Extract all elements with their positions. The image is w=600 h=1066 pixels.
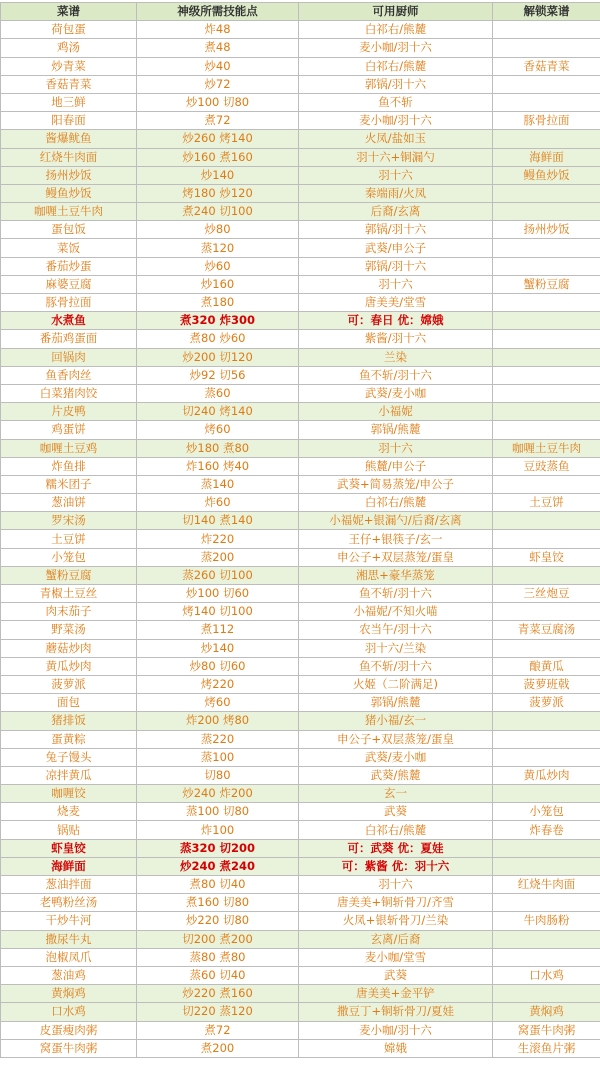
chefs-cell: 麦小咖/堂雪	[299, 948, 493, 966]
skill-points-cell: 炸60	[137, 494, 299, 512]
recipe-name-cell: 鳗鱼炒饭	[1, 184, 137, 202]
table-row	[1, 694, 600, 712]
unlock-recipe-cell: 豆豉蒸鱼	[493, 457, 600, 475]
unlock-recipe-cell: 虾皇饺	[493, 548, 600, 566]
recipe-name-cell: 炒青菜	[1, 57, 137, 75]
chefs-cell: 后裔/玄离	[299, 203, 493, 221]
chefs-cell: 麦小咖/羽十六	[299, 39, 493, 57]
skill-points-cell: 煮200	[137, 1039, 299, 1057]
chefs-cell: 秦端雨/火凤	[299, 184, 493, 202]
unlock-recipe-cell	[493, 948, 600, 966]
recipe-name-cell: 罗宋汤	[1, 512, 137, 530]
recipe-name-cell: 青椒土豆丝	[1, 585, 137, 603]
chefs-cell: 农当午/羽十六	[299, 621, 493, 639]
unlock-recipe-cell	[493, 530, 600, 548]
unlock-recipe-cell	[493, 257, 600, 275]
table-row	[1, 348, 600, 366]
table-row	[1, 821, 600, 839]
unlock-recipe-cell: 黄焖鸡	[493, 1003, 600, 1021]
skill-points-cell: 炸160 烤40	[137, 457, 299, 475]
recipe-name-cell: 鱼香肉丝	[1, 366, 137, 384]
table-row	[1, 985, 600, 1003]
table-row	[1, 1021, 600, 1039]
recipe-name-cell: 咖喱土豆鸡	[1, 439, 137, 457]
chefs-cell: 武葵/麦小咖	[299, 384, 493, 402]
skill-points-cell: 炸100	[137, 821, 299, 839]
skill-points-cell: 烤60	[137, 421, 299, 439]
recipe-table	[0, 2, 600, 1058]
recipe-name-cell: 白菜猪肉饺	[1, 384, 137, 402]
recipe-name-cell: 鸡蛋饼	[1, 421, 137, 439]
table-row	[1, 366, 600, 384]
table-row	[1, 148, 600, 166]
recipe-name-cell: 蛋黄粽	[1, 730, 137, 748]
chefs-cell: 可：紫酱 优：羽十六	[299, 857, 493, 875]
skill-points-cell: 蒸320 切200	[137, 839, 299, 857]
chefs-cell: 武葵/申公子	[299, 239, 493, 257]
unlock-recipe-cell	[493, 39, 600, 57]
recipe-name-cell: 片皮鸭	[1, 403, 137, 421]
unlock-recipe-cell	[493, 785, 600, 803]
skill-points-cell: 炒260 烤140	[137, 130, 299, 148]
unlock-recipe-cell: 牛肉肠粉	[493, 912, 600, 930]
chefs-cell: 羽十六+铜漏勺	[299, 148, 493, 166]
recipe-name-cell: 土豆饼	[1, 530, 137, 548]
table-row	[1, 57, 600, 75]
skill-points-cell: 炒140	[137, 166, 299, 184]
recipe-name-cell: 葱油拌面	[1, 876, 137, 894]
unlock-recipe-cell	[493, 475, 600, 493]
table-row	[1, 384, 600, 402]
skill-points-cell: 蒸60	[137, 384, 299, 402]
chefs-cell: 武葵	[299, 966, 493, 984]
table-row	[1, 221, 600, 239]
skill-points-cell: 烤60	[137, 694, 299, 712]
table-row	[1, 1003, 600, 1021]
recipe-name-cell: 猪排饭	[1, 712, 137, 730]
table-row	[1, 712, 600, 730]
chefs-cell: 王仔+银筷子/玄一	[299, 530, 493, 548]
skill-points-cell: 炒72	[137, 75, 299, 93]
table-row	[1, 930, 600, 948]
chefs-cell: 白祁右/熊麓	[299, 57, 493, 75]
table-row	[1, 166, 600, 184]
table-row	[1, 312, 600, 330]
unlock-recipe-cell	[493, 894, 600, 912]
recipe-name-cell: 扬州炒饭	[1, 166, 137, 184]
chefs-cell: 玄离/后裔	[299, 930, 493, 948]
chefs-cell: 唐美美/堂雪	[299, 294, 493, 312]
table-row	[1, 75, 600, 93]
table-row	[1, 330, 600, 348]
table-row	[1, 457, 600, 475]
skill-points-cell: 炸200 烤80	[137, 712, 299, 730]
unlock-recipe-cell: 三丝炮豆	[493, 585, 600, 603]
chefs-cell: 麦小咖/羽十六	[299, 112, 493, 130]
chefs-cell: 武葵/麦小咖	[299, 748, 493, 766]
recipe-name-cell: 野菜汤	[1, 621, 137, 639]
recipe-name-cell: 菠萝派	[1, 675, 137, 693]
recipe-name-cell: 水煮鱼	[1, 312, 137, 330]
skill-points-cell: 炒220 切80	[137, 912, 299, 930]
unlock-recipe-cell: 菠萝班戟	[493, 675, 600, 693]
unlock-recipe-cell	[493, 603, 600, 621]
skill-points-cell: 煮112	[137, 621, 299, 639]
recipe-name-cell: 葱油鸡	[1, 966, 137, 984]
header-recipe: 菜谱	[1, 3, 137, 21]
recipe-name-cell: 锅贴	[1, 821, 137, 839]
chefs-cell: 羽十六	[299, 166, 493, 184]
unlock-recipe-cell	[493, 985, 600, 1003]
chefs-cell: 撒豆丁+铜斩骨刀/夏娃	[299, 1003, 493, 1021]
skill-points-cell: 蒸260 切100	[137, 566, 299, 584]
recipe-name-cell: 窝蛋牛肉粥	[1, 1039, 137, 1057]
skill-points-cell: 切220 蒸120	[137, 1003, 299, 1021]
skill-points-cell: 炒240 煮240	[137, 857, 299, 875]
skill-points-cell: 蒸200	[137, 548, 299, 566]
chefs-cell: 羽十六/兰染	[299, 639, 493, 657]
chefs-cell: 羽十六	[299, 439, 493, 457]
chefs-cell: 火姬（二阶满足)	[299, 675, 493, 693]
table-row	[1, 657, 600, 675]
unlock-recipe-cell: 蟹粉豆腐	[493, 275, 600, 293]
table-row	[1, 39, 600, 57]
unlock-recipe-cell	[493, 312, 600, 330]
skill-points-cell: 切80	[137, 766, 299, 784]
table-row	[1, 1039, 600, 1057]
unlock-recipe-cell: 口水鸡	[493, 966, 600, 984]
table-row	[1, 585, 600, 603]
table-row	[1, 566, 600, 584]
recipe-name-cell: 番茄鸡蛋面	[1, 330, 137, 348]
table-row	[1, 403, 600, 421]
recipe-name-cell: 葱油饼	[1, 494, 137, 512]
skill-points-cell: 炒92 切56	[137, 366, 299, 384]
header-row	[1, 3, 600, 21]
skill-points-cell: 烤220	[137, 675, 299, 693]
recipe-name-cell: 干炒牛河	[1, 912, 137, 930]
table-row	[1, 603, 600, 621]
recipe-name-cell: 鸡汤	[1, 39, 137, 57]
unlock-recipe-cell	[493, 330, 600, 348]
chefs-cell: 湘思+豪华蒸笼	[299, 566, 493, 584]
table-row	[1, 475, 600, 493]
unlock-recipe-cell: 青菜豆腐汤	[493, 621, 600, 639]
skill-points-cell: 煮320 炸300	[137, 312, 299, 330]
recipe-name-cell: 地三鲜	[1, 93, 137, 111]
table-row	[1, 239, 600, 257]
recipe-name-cell: 海鲜面	[1, 857, 137, 875]
recipe-name-cell: 撒尿牛丸	[1, 930, 137, 948]
unlock-recipe-cell	[493, 384, 600, 402]
table-row	[1, 912, 600, 930]
skill-points-cell: 炒80	[137, 221, 299, 239]
chefs-cell: 火凤/盐如玉	[299, 130, 493, 148]
chefs-cell: 唐美美+铜斩骨刀/齐雪	[299, 894, 493, 912]
table-row	[1, 639, 600, 657]
table-row	[1, 766, 600, 784]
unlock-recipe-cell: 扬州炒饭	[493, 221, 600, 239]
unlock-recipe-cell	[493, 184, 600, 202]
unlock-recipe-cell: 土豆饼	[493, 494, 600, 512]
table-row	[1, 275, 600, 293]
skill-points-cell: 炒240 炸200	[137, 785, 299, 803]
chefs-cell: 郭锅/羽十六	[299, 221, 493, 239]
chefs-cell: 郭锅/熊麓	[299, 694, 493, 712]
table-row	[1, 257, 600, 275]
chefs-cell: 申公子+双层蒸笼/蛋皇	[299, 730, 493, 748]
chefs-cell: 武葵/熊麓	[299, 766, 493, 784]
unlock-recipe-cell: 酿黄瓜	[493, 657, 600, 675]
recipe-name-cell: 面包	[1, 694, 137, 712]
skill-points-cell: 炒160	[137, 275, 299, 293]
skill-points-cell: 炒160 煮160	[137, 148, 299, 166]
skill-points-cell: 蒸220	[137, 730, 299, 748]
recipe-name-cell: 黄瓜炒肉	[1, 657, 137, 675]
recipe-name-cell: 黄焖鸡	[1, 985, 137, 1003]
chefs-cell: 鱼不斩/羽十六	[299, 366, 493, 384]
header-chefs: 可用厨师	[299, 3, 493, 21]
table-row	[1, 294, 600, 312]
recipe-name-cell: 蟹粉豆腐	[1, 566, 137, 584]
recipe-name-cell: 糯米团子	[1, 475, 137, 493]
table-row	[1, 876, 600, 894]
chefs-cell: 武葵	[299, 803, 493, 821]
chefs-cell: 白祁右/熊麓	[299, 494, 493, 512]
recipe-name-cell: 老鸭粉丝汤	[1, 894, 137, 912]
recipe-name-cell: 番茄炒蛋	[1, 257, 137, 275]
table-row	[1, 130, 600, 148]
table-row	[1, 785, 600, 803]
table-row	[1, 494, 600, 512]
skill-points-cell: 炒80 切60	[137, 657, 299, 675]
recipe-name-cell: 泡椒凤爪	[1, 948, 137, 966]
chefs-cell: 鱼不斩/羽十六	[299, 585, 493, 603]
table-row	[1, 857, 600, 875]
recipe-name-cell: 咖喱土豆牛肉	[1, 203, 137, 221]
recipe-name-cell: 凉拌黄瓜	[1, 766, 137, 784]
skill-points-cell: 煮80 炒60	[137, 330, 299, 348]
skill-points-cell: 煮80 切40	[137, 876, 299, 894]
unlock-recipe-cell: 咖喱土豆牛肉	[493, 439, 600, 457]
recipe-name-cell: 肉末茄子	[1, 603, 137, 621]
skill-points-cell: 炒100 切80	[137, 93, 299, 111]
chefs-cell: 郭锅/羽十六	[299, 257, 493, 275]
skill-points-cell: 煮72	[137, 112, 299, 130]
skill-points-cell: 煮180	[137, 294, 299, 312]
chefs-cell: 可：武葵 优：夏娃	[299, 839, 493, 857]
chefs-cell: 熊麓/申公子	[299, 457, 493, 475]
skill-points-cell: 炸48	[137, 21, 299, 39]
unlock-recipe-cell	[493, 21, 600, 39]
recipe-name-cell: 口水鸡	[1, 1003, 137, 1021]
recipe-name-cell: 菜饭	[1, 239, 137, 257]
unlock-recipe-cell	[493, 75, 600, 93]
recipe-name-cell: 酱爆鱿鱼	[1, 130, 137, 148]
unlock-recipe-cell	[493, 512, 600, 530]
recipe-name-cell: 阳春面	[1, 112, 137, 130]
table-row	[1, 621, 600, 639]
skill-points-cell: 煮240 切100	[137, 203, 299, 221]
skill-points-cell: 蒸60 切40	[137, 966, 299, 984]
unlock-recipe-cell: 生滚鱼片粥	[493, 1039, 600, 1057]
unlock-recipe-cell	[493, 130, 600, 148]
unlock-recipe-cell: 小笼包	[493, 803, 600, 821]
recipe-name-cell: 回锅肉	[1, 348, 137, 366]
unlock-recipe-cell: 菠萝派	[493, 694, 600, 712]
table-row	[1, 966, 600, 984]
table-row	[1, 675, 600, 693]
skill-points-cell: 切200 煮200	[137, 930, 299, 948]
unlock-recipe-cell	[493, 730, 600, 748]
chefs-cell: 可：春日 优：嫦娥	[299, 312, 493, 330]
skill-points-cell: 炒100 切60	[137, 585, 299, 603]
unlock-recipe-cell: 鳗鱼炒饭	[493, 166, 600, 184]
unlock-recipe-cell	[493, 403, 600, 421]
recipe-name-cell: 兔子馒头	[1, 748, 137, 766]
skill-points-cell: 蒸140	[137, 475, 299, 493]
skill-points-cell: 蒸100 切80	[137, 803, 299, 821]
skill-points-cell: 炒140	[137, 639, 299, 657]
recipe-name-cell: 荷包蛋	[1, 21, 137, 39]
unlock-recipe-cell	[493, 294, 600, 312]
table-row	[1, 948, 600, 966]
chefs-cell: 郭锅/熊麓	[299, 421, 493, 439]
table-row	[1, 21, 600, 39]
table-row	[1, 421, 600, 439]
skill-points-cell: 蒸120	[137, 239, 299, 257]
recipe-name-cell: 红烧牛肉面	[1, 148, 137, 166]
unlock-recipe-cell	[493, 366, 600, 384]
recipe-name-cell: 豚骨拉面	[1, 294, 137, 312]
recipe-name-cell: 皮蛋瘦肉粥	[1, 1021, 137, 1039]
recipe-name-cell: 烧麦	[1, 803, 137, 821]
recipe-name-cell: 蛋包饭	[1, 221, 137, 239]
skill-points-cell: 蒸80 煮80	[137, 948, 299, 966]
skill-points-cell: 切140 煮140	[137, 512, 299, 530]
skill-points-cell: 蒸100	[137, 748, 299, 766]
table-row	[1, 203, 600, 221]
table-row	[1, 512, 600, 530]
unlock-recipe-cell	[493, 857, 600, 875]
chefs-cell: 白祁右/熊麓	[299, 21, 493, 39]
unlock-recipe-cell	[493, 93, 600, 111]
unlock-recipe-cell	[493, 203, 600, 221]
unlock-recipe-cell	[493, 348, 600, 366]
unlock-recipe-cell	[493, 239, 600, 257]
recipe-name-cell: 虾皇饺	[1, 839, 137, 857]
chefs-cell: 唐美美+金平铲	[299, 985, 493, 1003]
chefs-cell: 羽十六	[299, 275, 493, 293]
recipe-name-cell: 蘑菇炒肉	[1, 639, 137, 657]
skill-points-cell: 煮160 切80	[137, 894, 299, 912]
skill-points-cell: 炒60	[137, 257, 299, 275]
recipe-name-cell: 香菇青菜	[1, 75, 137, 93]
unlock-recipe-cell: 香菇青菜	[493, 57, 600, 75]
chefs-cell: 兰染	[299, 348, 493, 366]
unlock-recipe-cell	[493, 421, 600, 439]
chefs-cell: 玄一	[299, 785, 493, 803]
chefs-cell: 鱼不斩	[299, 93, 493, 111]
chefs-cell: 申公子+双层蒸笼/蛋皇	[299, 548, 493, 566]
table-row	[1, 93, 600, 111]
table-row	[1, 894, 600, 912]
table-row	[1, 839, 600, 857]
unlock-recipe-cell: 窝蛋牛肉粥	[493, 1021, 600, 1039]
table-row	[1, 730, 600, 748]
chefs-cell: 小福妮	[299, 403, 493, 421]
chefs-cell: 紫酱/羽十六	[299, 330, 493, 348]
chefs-cell: 小福妮+银漏勺/后裔/玄离	[299, 512, 493, 530]
skill-points-cell: 烤180 炒120	[137, 184, 299, 202]
unlock-recipe-cell: 海鲜面	[493, 148, 600, 166]
chefs-cell: 小福妮/不知火喵	[299, 603, 493, 621]
header-skill: 神级所需技能点	[137, 3, 299, 21]
recipe-name-cell: 麻婆豆腐	[1, 275, 137, 293]
chefs-cell: 火凤+银斩骨刀/兰染	[299, 912, 493, 930]
unlock-recipe-cell	[493, 839, 600, 857]
table-row	[1, 184, 600, 202]
unlock-recipe-cell: 豚骨拉面	[493, 112, 600, 130]
skill-points-cell: 煮48	[137, 39, 299, 57]
skill-points-cell: 炒200 切120	[137, 348, 299, 366]
chefs-cell: 麦小咖/羽十六	[299, 1021, 493, 1039]
chefs-cell: 郭锅/羽十六	[299, 75, 493, 93]
skill-points-cell: 炒40	[137, 57, 299, 75]
table-row	[1, 748, 600, 766]
unlock-recipe-cell: 黄瓜炒肉	[493, 766, 600, 784]
chefs-cell: 白祁右/熊麓	[299, 821, 493, 839]
unlock-recipe-cell: 炸春卷	[493, 821, 600, 839]
skill-points-cell: 煮72	[137, 1021, 299, 1039]
skill-points-cell: 炸220	[137, 530, 299, 548]
skill-points-cell: 炒180 煮80	[137, 439, 299, 457]
chefs-cell: 羽十六	[299, 876, 493, 894]
unlock-recipe-cell	[493, 712, 600, 730]
table-row	[1, 803, 600, 821]
skill-points-cell: 烤140 切100	[137, 603, 299, 621]
chefs-cell: 武葵+简易蒸笼/申公子	[299, 475, 493, 493]
header-unlock: 解锁菜谱	[493, 3, 600, 21]
table-row	[1, 548, 600, 566]
chefs-cell: 鱼不斩/羽十六	[299, 657, 493, 675]
unlock-recipe-cell	[493, 930, 600, 948]
table-row	[1, 112, 600, 130]
recipe-name-cell: 小笼包	[1, 548, 137, 566]
unlock-recipe-cell	[493, 748, 600, 766]
table-body	[1, 21, 600, 1058]
skill-points-cell: 炒220 煮160	[137, 985, 299, 1003]
unlock-recipe-cell	[493, 639, 600, 657]
unlock-recipe-cell: 红烧牛肉面	[493, 876, 600, 894]
table-row	[1, 530, 600, 548]
table-row	[1, 439, 600, 457]
skill-points-cell: 切240 烤140	[137, 403, 299, 421]
chefs-cell: 猪小福/玄一	[299, 712, 493, 730]
chefs-cell: 嫦娥	[299, 1039, 493, 1057]
unlock-recipe-cell	[493, 566, 600, 584]
recipe-name-cell: 咖喱饺	[1, 785, 137, 803]
recipe-name-cell: 炸鱼排	[1, 457, 137, 475]
